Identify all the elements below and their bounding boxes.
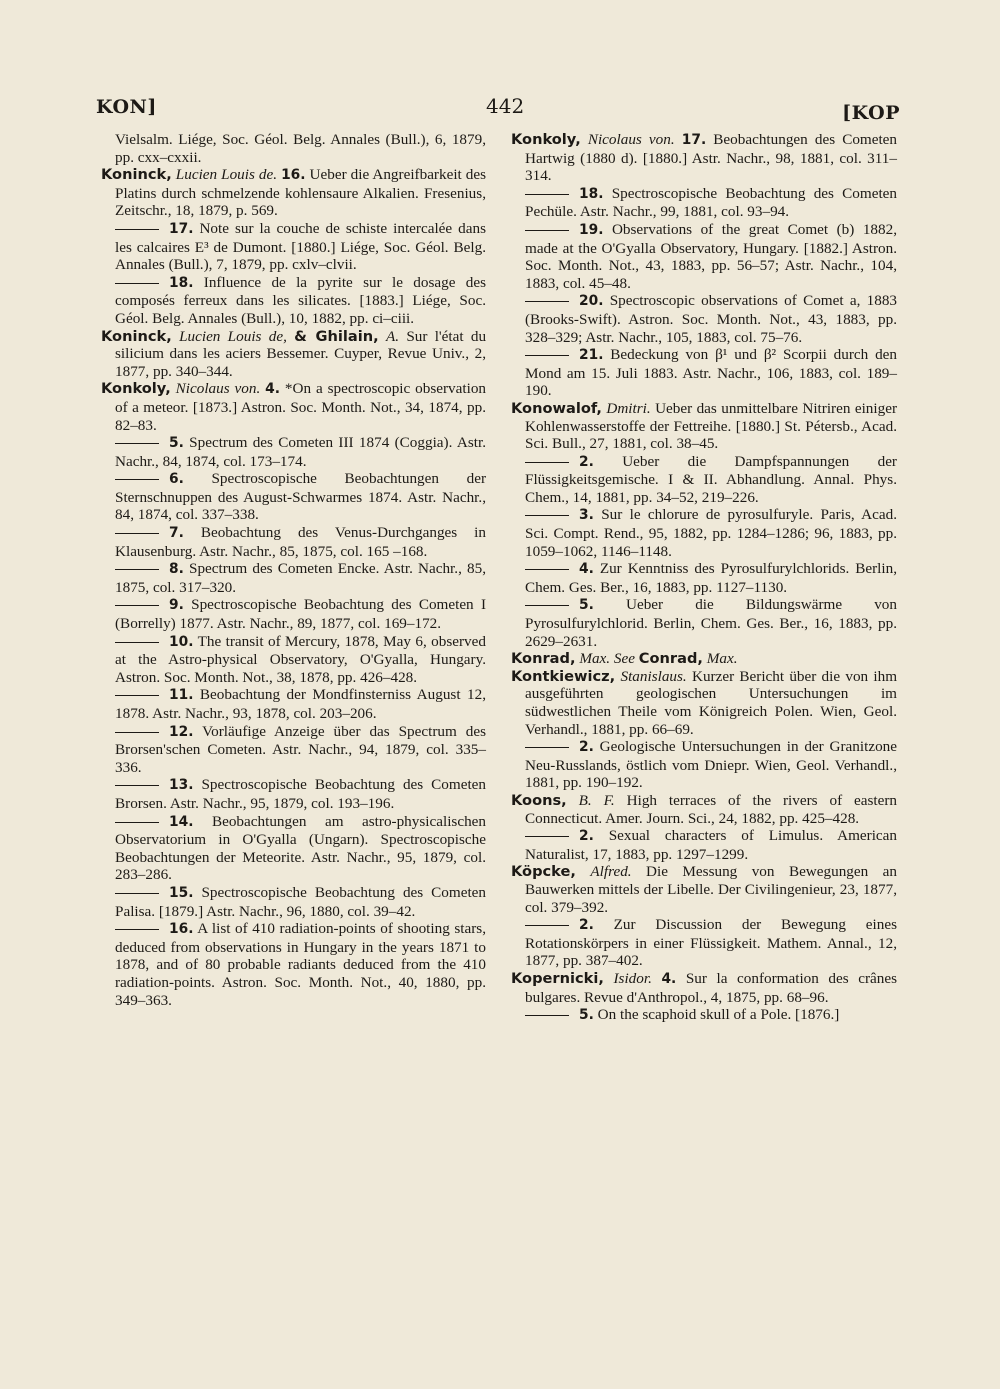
entry-number: 2. bbox=[579, 917, 594, 934]
entry-continuation bbox=[101, 131, 486, 166]
entry-text: Spectroscopic observations of Comet a, 1883 (Brooks-Swift). Astron. Soc. Month. Not., 43, 1883, pp. 328–329; Astr. Nachr., 105, 1883, col. 75–76. bbox=[525, 292, 898, 346]
bibliography-subentry bbox=[511, 221, 897, 292]
bibliography-entry bbox=[511, 863, 897, 916]
ditto-dash bbox=[115, 929, 159, 930]
bibliography-subentry bbox=[101, 524, 486, 560]
left-column bbox=[101, 131, 486, 1009]
bibliography-subentry bbox=[101, 274, 486, 328]
entry-number: 9. bbox=[169, 597, 184, 614]
ditto-dash bbox=[115, 695, 159, 696]
entry-number: 18. bbox=[579, 185, 604, 202]
ditto-dash bbox=[115, 822, 159, 823]
entry-text: Ueber die Angreifbarkeit des Platins durch schmelzende kohlensaure Alkalien. Fresenius, Zeitschr., 18, 1879, p. 569. bbox=[115, 166, 487, 220]
entry-number: 20. bbox=[579, 293, 604, 310]
bibliography-subentry bbox=[101, 884, 486, 920]
author-given-name: Isidor. bbox=[613, 969, 652, 987]
ditto-dash bbox=[525, 515, 569, 516]
ditto-dash bbox=[115, 785, 159, 786]
author-given-name: B. F. bbox=[578, 791, 615, 809]
entry-text: Spectroscopische Beobachtung des Cometen Brorsen. Astr. Nachr., 95, 1879, col. 193–196. bbox=[115, 776, 487, 812]
bibliography-subentry bbox=[511, 738, 897, 792]
entry-text: Sexual characters of Limulus. American Naturalist, 17, 1883, pp. 1297–1299. bbox=[525, 827, 898, 863]
bibliography-subentry bbox=[511, 506, 897, 560]
ditto-dash bbox=[525, 194, 569, 195]
entry-text: Sur l'état du silicium dans les aciers Bessemer. Cuyper, Revue Univ., 2, 1877, pp. 340–344. bbox=[115, 327, 487, 380]
entry-text: Note sur la couche de schiste intercalée dans les calcaires E³ de Dumont. [1880.] Liége, Soc. Géol. Belg. Annales (Bull.), 7, 1879, pp. cxlv–clvii. bbox=[115, 219, 486, 274]
author-surname: Kopernicki, bbox=[511, 969, 604, 987]
entry-text: Spectroscopische Beobachtung des Cometen Palisa. [1879.] Astr. Nachr., 96, 1880, col. 39–42. bbox=[115, 883, 487, 920]
ditto-dash bbox=[525, 569, 569, 570]
ditto-dash bbox=[525, 836, 569, 837]
bibliography-subentry bbox=[101, 596, 486, 632]
entry-number: 5. bbox=[169, 435, 184, 452]
bibliography-subentry bbox=[511, 1006, 897, 1025]
entry-text: Zur Discussion der Bewegung eines Rotationskörpers in einer Flüssigkeit. Mathem. Annal., 12, 1877, pp. 387–402. bbox=[525, 916, 897, 970]
bibliography-entry bbox=[511, 970, 897, 1006]
entry-number: 8. bbox=[169, 561, 184, 578]
ditto-dash bbox=[115, 642, 159, 643]
entry-number: 5. bbox=[579, 1007, 594, 1024]
author-surname: Konkoly, bbox=[101, 380, 171, 398]
coauthor-given-name: Max. bbox=[706, 650, 738, 668]
ditto-dash bbox=[115, 229, 159, 230]
bibliography-subentry bbox=[101, 920, 486, 1009]
header-right-range: [KOP bbox=[842, 102, 900, 124]
bibliography-subentry bbox=[511, 292, 897, 346]
bibliography-subentry bbox=[511, 560, 897, 596]
entry-text: Bedeckung von β¹ und β² Scorpii durch den Mond am 15. Juli 1883. Astr. Nachr., 106, 1883, col. 189–190. bbox=[525, 346, 898, 400]
bibliography-subentry bbox=[101, 220, 486, 274]
author-given-name: Lucien Louis de. bbox=[175, 166, 278, 184]
author-surname: Koninck, bbox=[101, 327, 172, 345]
author-surname: Konrad, bbox=[511, 650, 576, 668]
bibliography-subentry bbox=[511, 827, 897, 863]
bibliography-subentry bbox=[511, 346, 897, 400]
entry-number: 17. bbox=[169, 220, 194, 237]
ditto-dash bbox=[525, 1015, 569, 1016]
page-number: 442 bbox=[486, 94, 525, 118]
entry-number: 21. bbox=[579, 347, 604, 364]
entry-number: 2. bbox=[579, 828, 594, 845]
ditto-dash bbox=[115, 893, 159, 894]
bibliography-subentry bbox=[101, 470, 486, 524]
ditto-dash bbox=[115, 443, 159, 444]
entry-text: Geologische Untersuchungen in der Granitzone Neu-Russlands, östlich vom Dniepr. Wien, Geol. Verhandl., 1881, pp. 190–192. bbox=[525, 738, 898, 792]
bibliography-subentry bbox=[101, 434, 486, 470]
bibliography-entry bbox=[101, 166, 486, 220]
entry-text: Sur le chlorure de pyrosulfuryle. Paris, Acad. Sci. Compt. Rend., 95, 1882, pp. 1284–1286; 96, 1883, pp. 1059–1062, 1146–1148. bbox=[525, 506, 897, 560]
bibliography-entry bbox=[101, 380, 486, 434]
entry-number: 19. bbox=[579, 221, 604, 238]
ditto-dash bbox=[525, 925, 569, 926]
ditto-dash bbox=[115, 732, 159, 733]
entry-number: 4. bbox=[661, 970, 677, 987]
entry-text: Spectroscopische Beobachtung des Cometen Pechüle. Astr. Nachr., 99, 1881, col. 93–94. bbox=[525, 184, 898, 221]
entry-number: 4. bbox=[265, 381, 281, 398]
entry-text: Sur la conformation des crânes bulgares. Revue d'Anthropol., 4, 1875, pp. 68–96. bbox=[525, 969, 898, 1006]
right-column bbox=[511, 131, 897, 1025]
author-given-name: Stanislaus. bbox=[620, 667, 687, 685]
entry-text: Spectrum des Cometen III 1874 (Coggia). Astr. Nachr., 84, 1874, col. 173–174. bbox=[115, 434, 487, 470]
bibliography-entry bbox=[511, 650, 897, 668]
coauthor-surname: Conrad, bbox=[638, 650, 703, 668]
author-surname: Konkoly, bbox=[511, 131, 581, 148]
author-given-name: Dmitri. bbox=[606, 399, 651, 417]
ditto-dash bbox=[525, 462, 569, 463]
entry-number: 5. bbox=[579, 597, 594, 614]
entry-text: A list of 410 radiation-points of shooting stars, deduced from observations in Hungary in the years 1871 to 1878, and of 80 probable radiants deduced from the 410 radiation-points. Astron. Soc. Month. Not., 40, 1880, pp. 349–363. bbox=[115, 920, 487, 1009]
author-given-name: Alfred. bbox=[590, 863, 632, 881]
ditto-dash bbox=[115, 569, 159, 570]
entry-text: Spectrum des Cometen Encke. Astr. Nachr., 85, 1875, col. 317–320. bbox=[115, 560, 486, 596]
bibliography-subentry bbox=[101, 686, 486, 722]
page-header bbox=[96, 96, 900, 128]
entry-number: 10. bbox=[169, 633, 194, 650]
bibliography-entry bbox=[101, 328, 486, 381]
entry-text: Beobachtungen am astro-physicalischen Observatorium in O'Gyalla (Ungarn). Spectroscopische Beobachtungen der Meteorite. Astr. Nachr., 95, 1879, col. 283–286. bbox=[115, 812, 487, 884]
entry-text: Ueber die Dampfspannungen der Flüssigkeitsgemische. I & II. Abhandlung. Annal. Phys. Chem., 14, 1881, pp. 34–52, 219–226. bbox=[525, 452, 897, 506]
entry-number: 16. bbox=[281, 167, 306, 184]
entry-text: Beobachtungen des Cometen Hartwig (1880 d). [1880.] Astr. Nachr., 98, 1881, col. 311–314. bbox=[525, 131, 898, 185]
ditto-dash bbox=[115, 479, 159, 480]
header-left-range: KON] bbox=[96, 96, 157, 118]
entry-number: 6. bbox=[169, 471, 184, 488]
entry-number: 2. bbox=[579, 453, 594, 470]
ditto-dash bbox=[525, 301, 569, 302]
entry-text: Vorläufige Anzeige über das Spectrum des Brorsen'schen Cometen. Astr. Nachr., 94, 1879, col. 335–336. bbox=[115, 722, 486, 776]
entry-text: Beobachtung der Mondfinsterniss August 12, 1878. Astr. Nachr., 93, 1878, col. 203–206. bbox=[115, 686, 486, 722]
entry-number: 11. bbox=[169, 687, 194, 704]
coauthor-surname: & Ghilain, bbox=[294, 327, 379, 345]
entry-text: *On a spectroscopic observation of a meteor. [1873.] Astron. Soc. Month. Not., 34, 1874, pp. 82–83. bbox=[115, 380, 487, 434]
coauthor-given-name: A. bbox=[385, 327, 400, 345]
author-surname: Koninck, bbox=[101, 166, 172, 184]
ditto-dash bbox=[115, 283, 159, 284]
bibliography-subentry bbox=[101, 633, 486, 687]
author-given-name: Lucien Louis de, bbox=[179, 327, 287, 345]
entry-number: 18. bbox=[169, 274, 194, 291]
entry-number: 4. bbox=[579, 561, 594, 578]
entry-number: 13. bbox=[169, 777, 194, 794]
bibliography-entry bbox=[511, 131, 897, 185]
bibliography-subentry bbox=[511, 453, 897, 507]
bibliography-subentry bbox=[511, 596, 897, 650]
entry-text: Spectroscopische Beobachtung des Cometen I (Borrelly) 1877. Astr. Nachr., 89, 1877, col. 169–172. bbox=[115, 596, 486, 633]
bibliography-subentry bbox=[511, 185, 897, 221]
entry-text: On the scaphoid skull of a Pole. [1876.] bbox=[597, 1006, 840, 1024]
bibliography-subentry bbox=[101, 776, 486, 812]
bibliography-subentry bbox=[101, 813, 486, 884]
entry-text: High terraces of the rivers of eastern Connecticut. Amer. Journ. Sci., 24, 1882, pp. 425–428. bbox=[525, 791, 898, 827]
bibliography-entry bbox=[511, 400, 897, 453]
author-given-name: Max. bbox=[579, 650, 611, 668]
ditto-dash bbox=[525, 230, 569, 231]
entry-number: 16. bbox=[169, 921, 194, 938]
bibliography-subentry bbox=[101, 560, 486, 596]
entry-text: Die Messung von Bewegungen an Bauwerken mittels der Libelle. Der Civilingenieur, 23, 1877, col. 379–392. bbox=[525, 863, 898, 916]
entry-text: Influence de la pyrite sur le dosage des composés ferreux dans les silicates. [1883.] Liége, Soc. Géol. Belg. Annales (Bull.), 10, 1882, pp. ci–ciii. bbox=[115, 273, 487, 327]
ditto-dash bbox=[525, 355, 569, 356]
entry-text: Vielsalm. Liége, Soc. Géol. Belg. Annales (Bull.), 6, 1879, pp. cxx–cxxii. bbox=[115, 131, 486, 166]
author-surname: Koons, bbox=[511, 791, 567, 809]
bibliography-entry bbox=[511, 792, 897, 827]
entry-number: 2. bbox=[579, 739, 594, 756]
bibliography-subentry bbox=[101, 723, 486, 777]
entry-number: 17. bbox=[681, 132, 707, 148]
entry-text: Ueber die Bildungswärme von Pyrosulfurylchlorid. Berlin, Chem. Ges. Ber., 16, 1883, pp. 2629–2631. bbox=[525, 596, 897, 650]
entry-text: Zur Kenntniss des Pyrosulfurylchlorids. Berlin, Chem. Ges. Ber., 16, 1883, pp. 1127–1130. bbox=[525, 560, 897, 596]
author-surname: Kontkiewicz, bbox=[511, 667, 616, 685]
author-given-name: Nicolaus von. bbox=[175, 380, 261, 398]
entry-number: 3. bbox=[579, 507, 594, 524]
author-surname: Köpcke, bbox=[511, 863, 576, 881]
ditto-dash bbox=[525, 605, 569, 606]
author-given-name: Nicolaus von. bbox=[587, 131, 675, 148]
see-reference: See bbox=[613, 650, 635, 668]
ditto-dash bbox=[115, 533, 159, 534]
ditto-dash bbox=[115, 605, 159, 606]
entry-number: 12. bbox=[169, 723, 194, 740]
entry-text: Ueber das unmittelbare Nitriren einiger Kohlenwasserstoffe der Fettreihe. [1880.] St. Pétersb., Acad. Sci. Bull., 27, 1881, col. 38–45. bbox=[525, 399, 898, 453]
bibliography-entry bbox=[511, 668, 897, 738]
ditto-dash bbox=[525, 747, 569, 748]
entry-text: Kurzer Bericht über die von ihm ausgeführten geologischen Untersuchungen im südwestlichen Theile vom Königreich Polen. Wien, Geol. Verhandl., 1881, pp. 66–69. bbox=[525, 667, 898, 738]
entry-number: 14. bbox=[169, 813, 194, 830]
entry-text: Spectroscopische Beobachtungen der Sternschnuppen des August-Schwarmes 1874. Astr. Nachr., 84, 1874, col. 337–338. bbox=[115, 470, 486, 524]
entry-text: Beobachtung des Venus-Durchganges in Klausenburg. Astr. Nachr., 85, 1875, col. 165 –168. bbox=[115, 524, 486, 560]
entry-text: The transit of Mercury, 1878, May 6, observed at the Astro-physical Observatory, O'Gyalla, Hungary. Astron. Soc. Month. Not., 38, 1878, pp. 426–428. bbox=[115, 632, 486, 686]
entry-text: Observations of the great Comet (b) 1882, made at the O'Gyalla Observatory, Hungary. [1882.] Astron. Soc. Month. Not., 43, 1883, pp. 56–57; Astr. Nachr., 104, 1883, col. 45–48. bbox=[525, 220, 897, 292]
entry-number: 15. bbox=[169, 884, 194, 901]
bibliography-subentry bbox=[511, 916, 897, 970]
author-surname: Konowalof, bbox=[511, 399, 602, 417]
entry-number: 7. bbox=[169, 525, 184, 542]
